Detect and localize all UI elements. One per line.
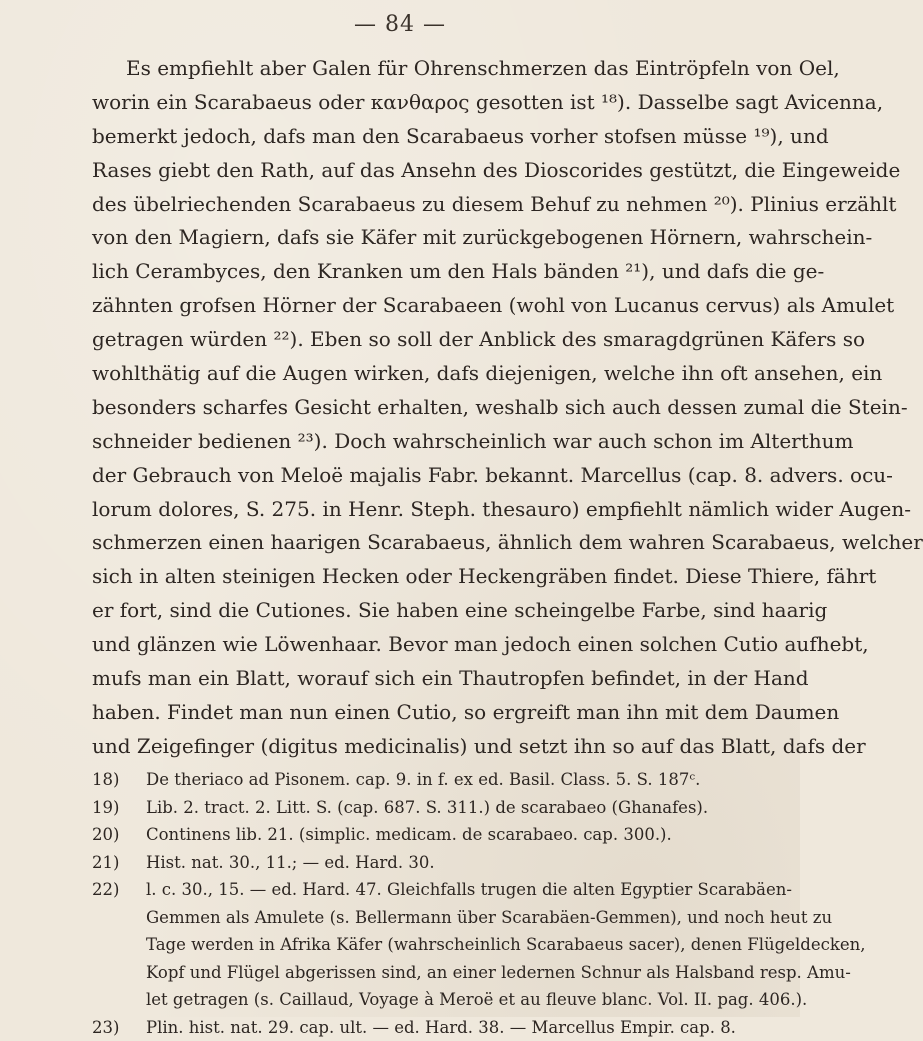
footnote-22 (92, 876, 792, 1014)
paragraph-line: der Gebrauch von Meloë majalis Fabr. bekannt. Marcellus (cap. 8. advers. ocu- (92, 459, 792, 493)
paragraph-line: zähnten grofsen Hörner der Scarabaeen (wohl von Lucanus cervus) als Amulet (92, 289, 792, 323)
paragraph-line: worin ein Scarabaeus oder κανθαρος gesotten ist ¹⁸). Dasselbe sagt Avicenna, (92, 86, 792, 120)
footnote-18 (92, 766, 792, 794)
footnote-text: Plin. hist. nat. 29. cap. ult. — ed. Hard. 38. — Marcellus Empir. cap. 8. (146, 1014, 792, 1041)
paragraph-line: haben. Findet man nun einen Cutio, so ergreift man ihn mit dem Daumen (92, 696, 792, 730)
footnote-text: let getragen (s. Caillaud, Voyage à Meroë et au fleuve blanc. Vol. II. pag. 406.). (146, 986, 792, 1014)
footnote-text: Gemmen als Amulete (s. Bellermann über Scarabäen-Gemmen), und noch heut zu (146, 904, 792, 932)
paragraph-line: des übelriechenden Scarabaeus zu diesem Behuf zu nehmen ²⁰). Plinius erzählt (92, 188, 792, 222)
footnote-marker: 20) (92, 821, 142, 849)
footnote-text: l. c. 30., 15. — ed. Hard. 47. Gleichfalls trugen die alten Egyptier Scarabäen- (146, 876, 792, 904)
paragraph-line: lorum dolores, S. 275. in Henr. Steph. thesauro) empfiehlt nämlich wider Augen- (92, 493, 792, 527)
footnote-marker: 19) (92, 794, 142, 822)
page-number: — 84 — (0, 12, 800, 37)
paragraph-line: schneider bedienen ²³). Doch wahrscheinlich war auch schon im Alterthum (92, 425, 792, 459)
footnotes (92, 766, 792, 1041)
footnote-text: Lib. 2. tract. 2. Litt. S. (cap. 687. S. 311.) de scarabaeo (Ghanafes). (146, 794, 792, 822)
paragraph-line: sich in alten steinigen Hecken oder Heckengräben findet. Diese Thiere, fährt (92, 560, 792, 594)
footnote-21 (92, 849, 792, 877)
paragraph-line: lich Cerambyces, den Kranken um den Hals bänden ²¹), und dafs die ge- (92, 255, 792, 289)
paragraph-line: mufs man ein Blatt, worauf sich ein Thautropfen befindet, in der Hand (92, 662, 792, 696)
footnote-23 (92, 1014, 792, 1041)
footnote-marker: 18) (92, 766, 142, 794)
paragraph-line: er fort, sind die Cutiones. Sie haben eine scheingelbe Farbe, sind haarig (92, 594, 792, 628)
footnote-text: De theriaco ad Pisonem. cap. 9. in f. ex ed. Basil. Class. 5. S. 187ᶜ. (146, 766, 792, 794)
footnote-marker: 23) (92, 1014, 142, 1041)
paragraph-line: und Zeigefinger (digitus medicinalis) und setzt ihn so auf das Blatt, dafs der (92, 730, 792, 764)
footnote-text: Tage werden in Afrika Käfer (wahrscheinlich Scarabaeus sacer), denen Flügeldecken, (146, 931, 792, 959)
footnote-marker: 22) (92, 876, 142, 904)
paragraph-line: Es empfiehlt aber Galen für Ohrenschmerzen das Eintröpfeln von Oel, (92, 52, 792, 86)
footnote-text: Hist. nat. 30., 11.; — ed. Hard. 30. (146, 849, 792, 877)
footnote-text: Kopf und Flügel abgerissen sind, an einer ledernen Schnur als Halsband resp. Amu- (146, 959, 792, 987)
footnote-19 (92, 794, 792, 822)
footnote-20 (92, 821, 792, 849)
paragraph-line: und glänzen wie Löwenhaar. Bevor man jedoch einen solchen Cutio aufhebt, (92, 628, 792, 662)
paragraph-line: besonders scharfes Gesicht erhalten, weshalb sich auch dessen zumal die Stein- (92, 391, 792, 425)
footnote-marker: 21) (92, 849, 142, 877)
paragraph-line: getragen würden ²²). Eben so soll der Anblick des smaragdgrünen Käfers so (92, 323, 792, 357)
footnote-text: Continens lib. 21. (simplic. medicam. de scarabaeo. cap. 300.). (146, 821, 792, 849)
paragraph-line: wohlthätig auf die Augen wirken, dafs diejenigen, welche ihn oft ansehen, ein (92, 357, 792, 391)
paragraph-line: Rases giebt den Rath, auf das Ansehn des Dioscorides gestützt, die Eingeweide (92, 154, 792, 188)
paragraph-line: bemerkt jedoch, dafs man den Scarabaeus vorher stofsen müsse ¹⁹), und (92, 120, 792, 154)
main-paragraph (92, 52, 792, 764)
paragraph-line: schmerzen einen haarigen Scarabaeus, ähnlich dem wahren Scarabaeus, welcher (92, 526, 792, 560)
paragraph-line: von den Magiern, dafs sie Käfer mit zurückgebogenen Hörnern, wahrschein- (92, 221, 792, 255)
